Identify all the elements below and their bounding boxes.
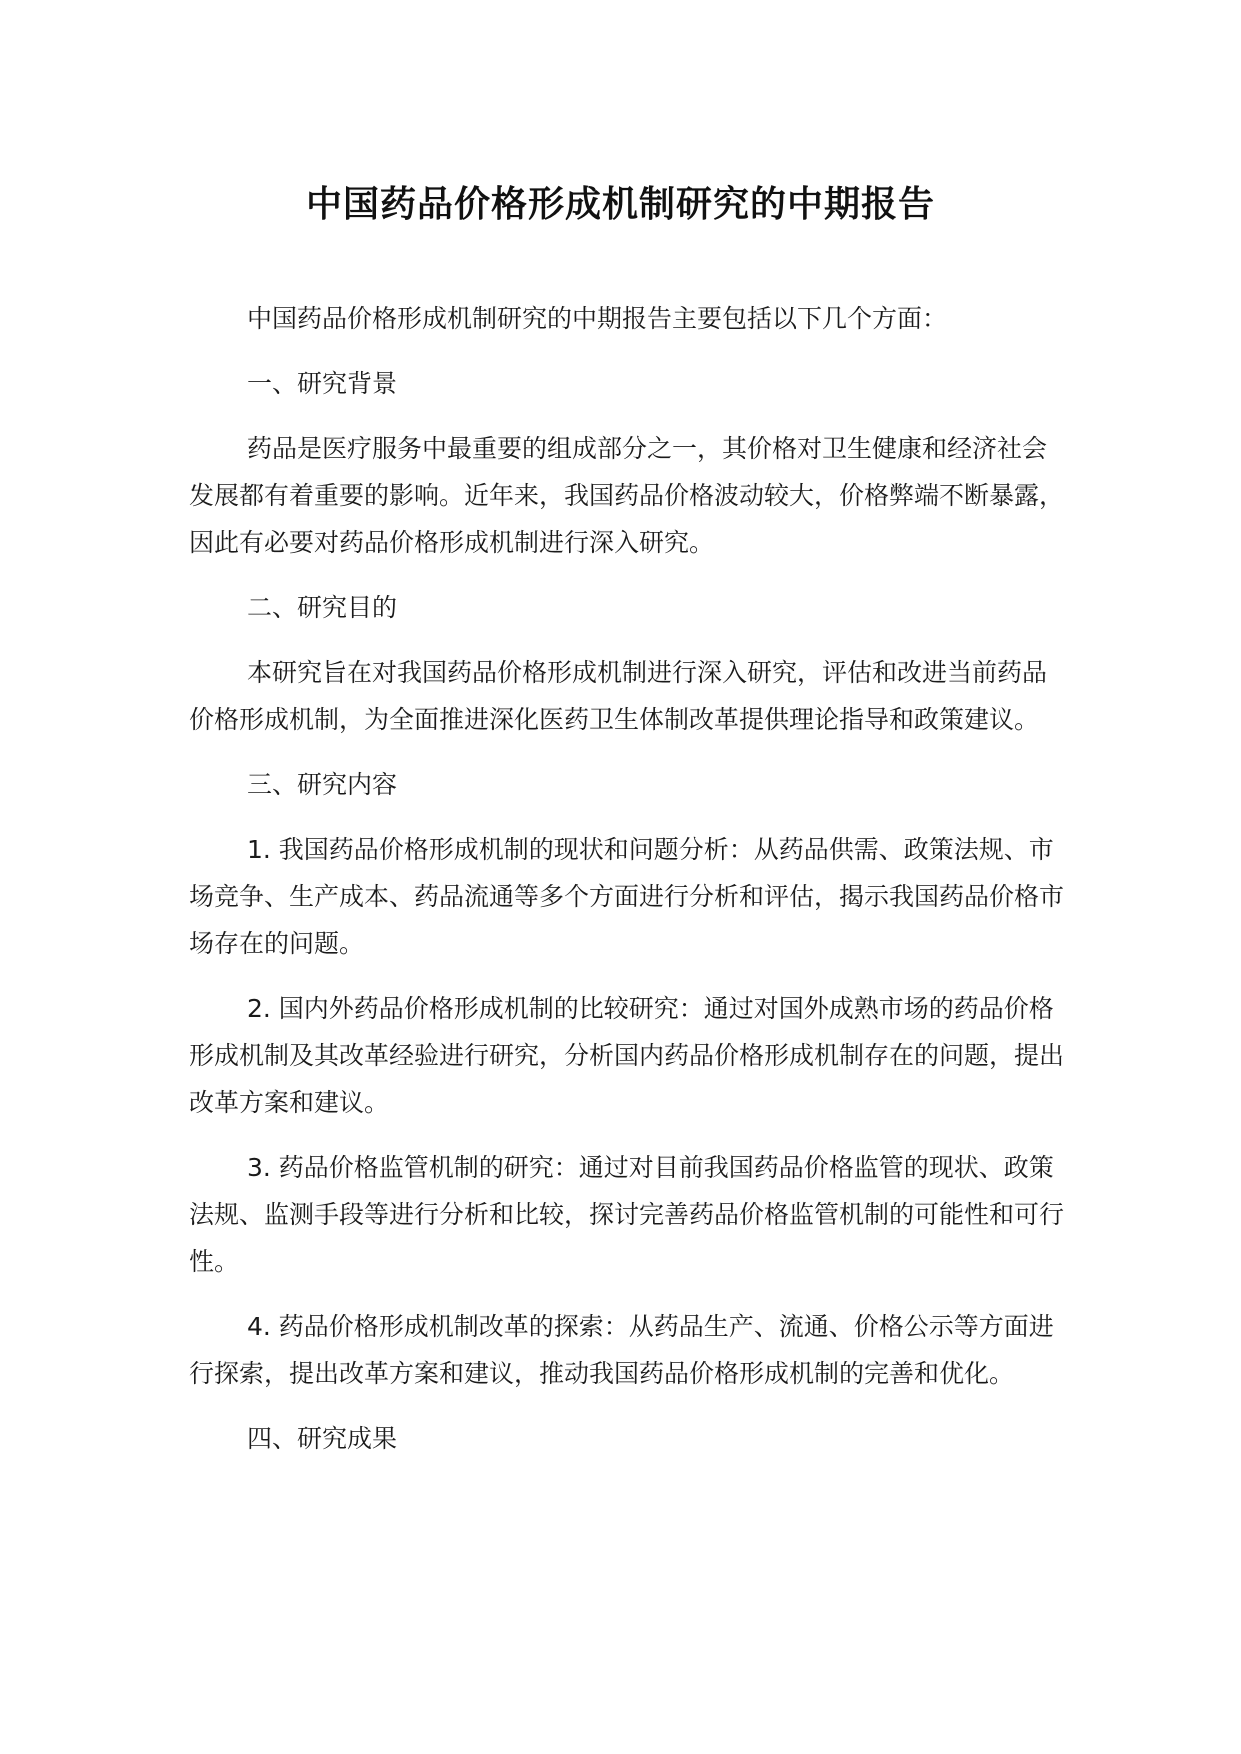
document-title: 中国药品价格形成机制研究的中期报告 (305, 184, 935, 225)
section-heading-results: 四、研究成果 (247, 1424, 398, 1453)
background-paragraph: 药品是医疗服务中最重要的组成部分之一，其价格对卫生健康和经济社会发展都有着重要的影响。近年来，我国药品价格波动较大，价格弊端不断暴露，因此有必要对药品价格形成机制进行深入研究。 (189, 434, 1065, 557)
content-item-4: 4. 药品价格形成机制改革的探索：从药品生产、流通、价格公示等方面进行探索，提出改革方案和建议，推动我国药品价格形成机制的完善和优化。 (189, 1312, 1054, 1388)
section-heading-content: 三、研究内容 (247, 770, 398, 799)
section-heading-background: 一、研究背景 (247, 369, 398, 398)
document-body (189, 295, 1069, 1480)
purpose-paragraph: 本研究旨在对我国药品价格形成机制进行深入研究，评估和改进当前药品价格形成机制，为全面推进深化医药卫生体制改革提供理论指导和政策建议。 (189, 658, 1048, 734)
section-heading-purpose: 二、研究目的 (247, 593, 398, 622)
content-item-3: 3. 药品价格监管机制的研究：通过对目前我国药品价格监管的现状、政策法规、监测手段等进行分析和比较，探讨完善药品价格监管机制的可能性和可行性。 (189, 1153, 1065, 1276)
content-item-1: 1. 我国药品价格形成机制的现状和问题分析：从药品供需、政策法规、市场竞争、生产成本、药品流通等多个方面进行分析和评估，揭示我国药品价格市场存在的问题。 (189, 835, 1065, 958)
content-item-2: 2. 国内外药品价格形成机制的比较研究：通过对国外成熟市场的药品价格形成机制及其改革经验进行研究，分析国内药品价格形成机制存在的问题，提出改革方案和建议。 (189, 994, 1065, 1117)
intro-paragraph: 中国药品价格形成机制研究的中期报告主要包括以下几个方面： (247, 304, 948, 333)
